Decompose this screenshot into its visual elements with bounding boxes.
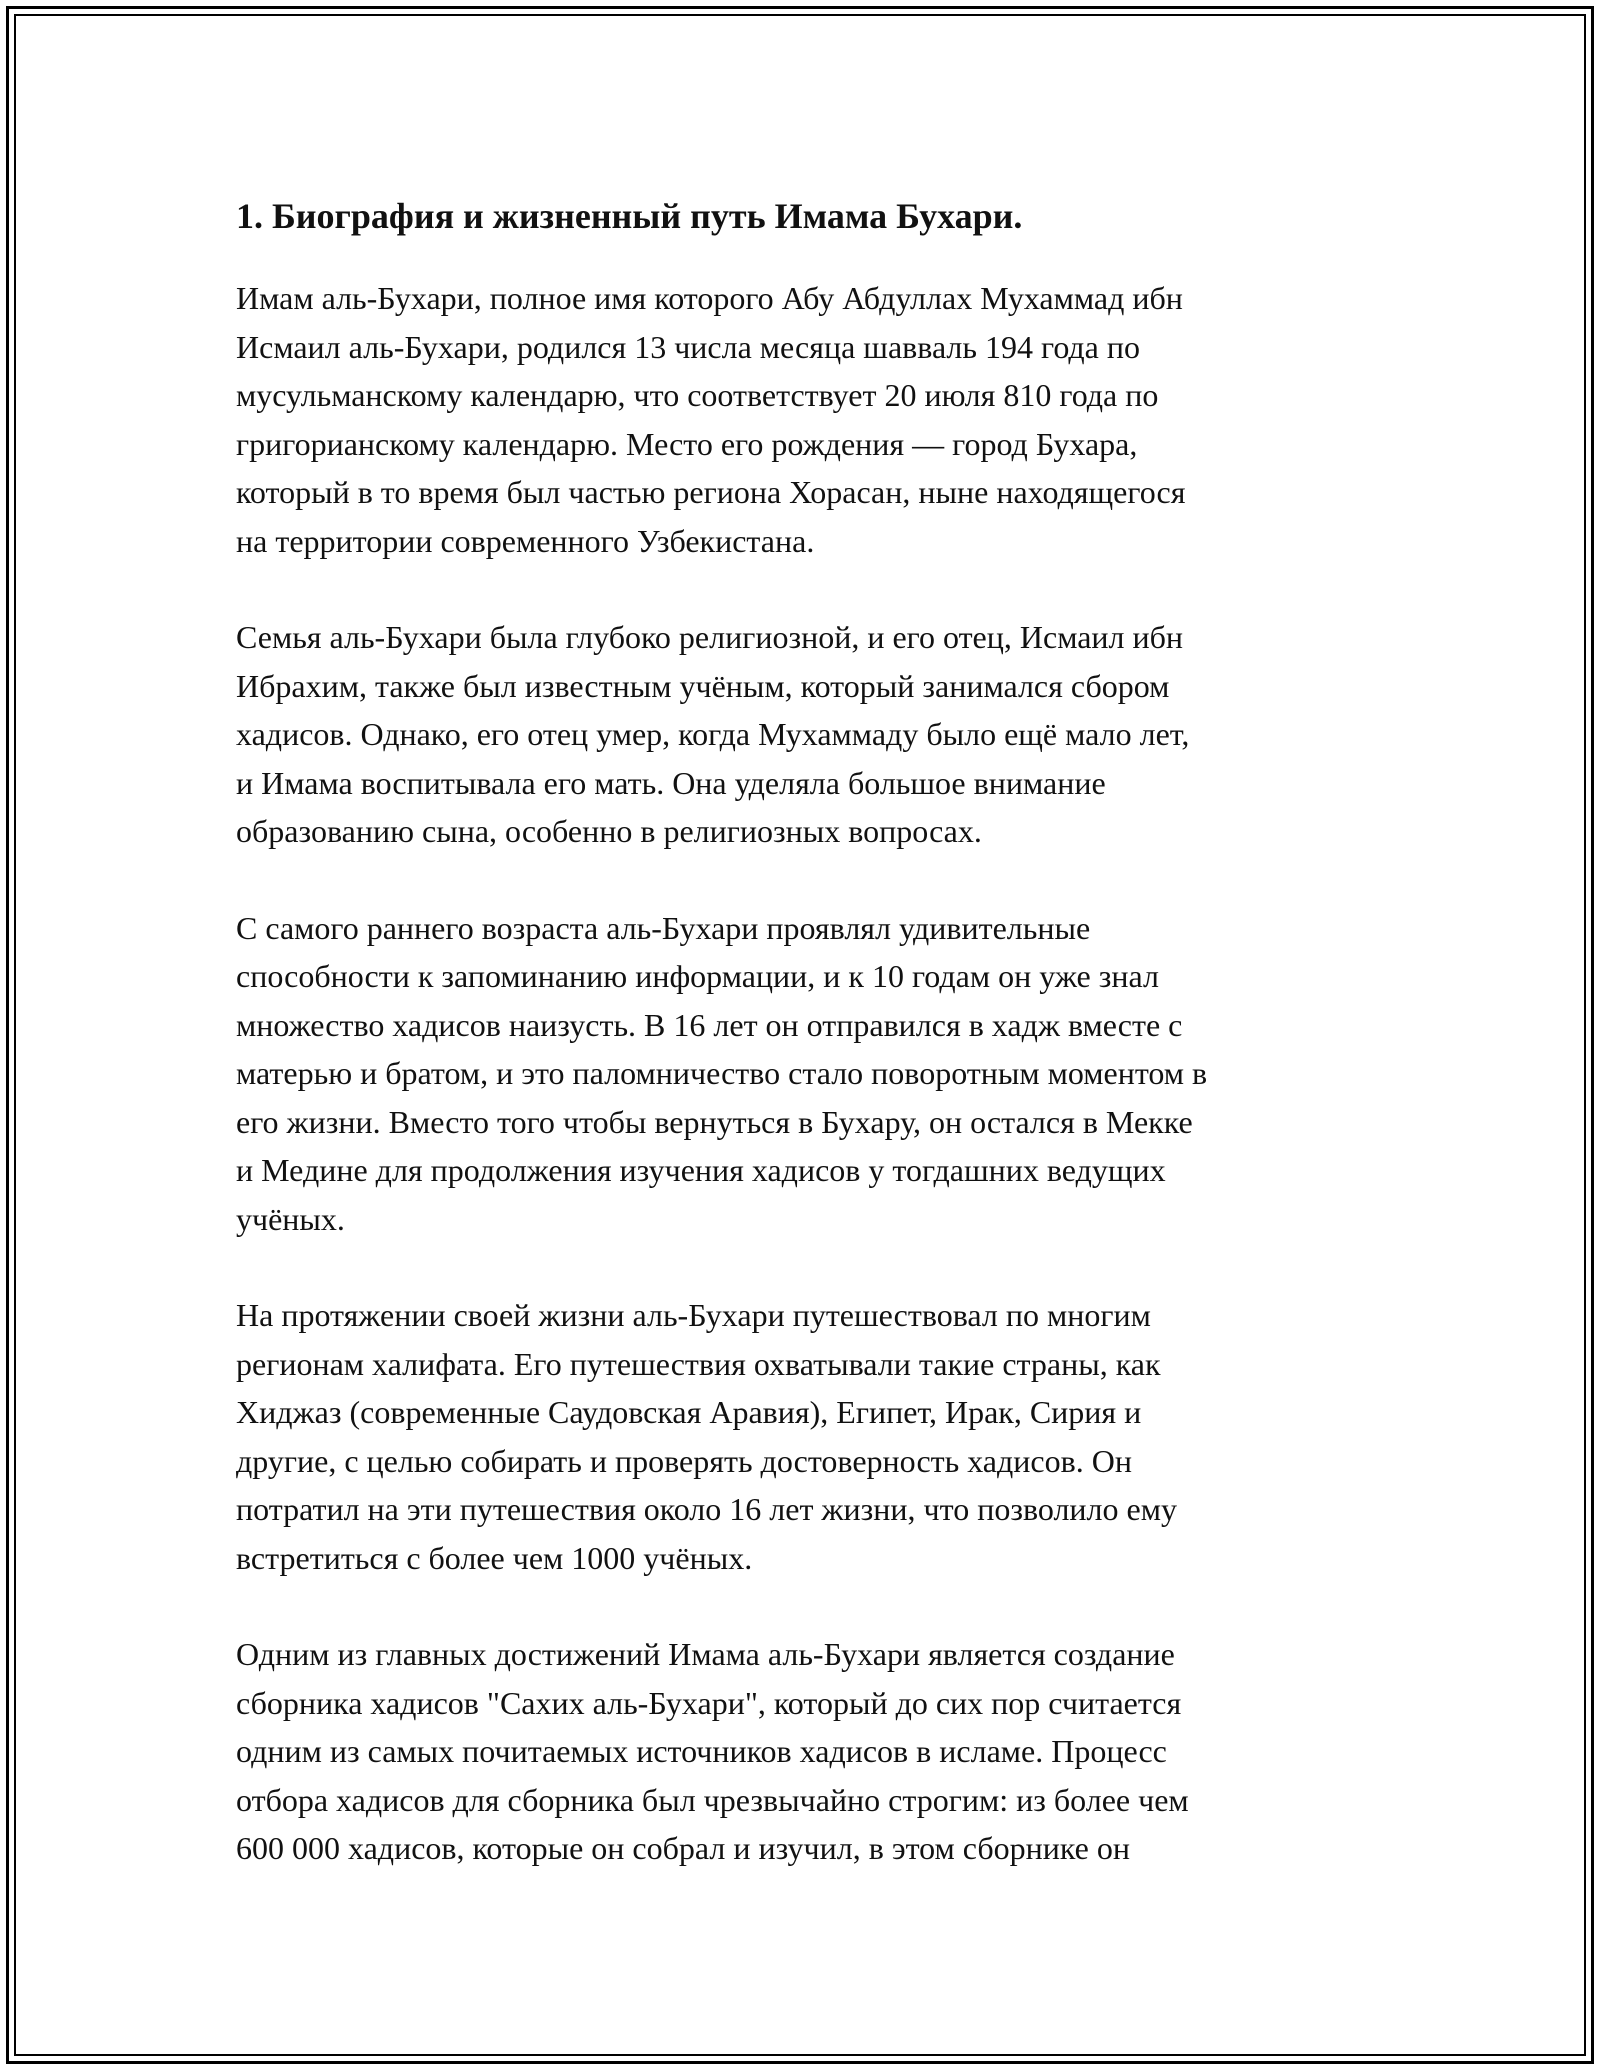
paragraph-family: Семья аль-Бухари была глубоко религиозной, и его отец, Исмаил ибн Ибрахим, также был известным учёным, который занимался сбором хадисов. Однако, его отец умер, когда Мухаммаду было ещё мало лет, и Имама воспитывала его мать. Она уделяла большое внимание образованию сына, особенно в религиозных вопросах.: [236, 619, 1190, 849]
paragraph-early-years: С самого раннего возраста аль-Бухари проявлял удивительные способности к запоминанию информации, и к 10 годам он уже знал множество хадисов наизусть. В 16 лет он отправился в хадж вместе с матерью и братом, и это паломничество стало поворотным моментом в его жизни. Вместо того чтобы вернуться в Бухару, он остался в Мекке и Медине для продолжения изучения хадисов у тогдашних ведущих учёных.: [236, 909, 1208, 1237]
paragraph-travels: На протяжении своей жизни аль-Бухари путешествовал по многим регионам халифата. Его путешествия охватывали такие страны, как Хиджаз (современные Саудовская Аравия), Египет, Ирак, Сирия и другие, с целью собирать и проверять достоверность хадисов. Он потратил на эти путешествия около 16 лет жизни, что позволило ему встретиться с более чем 1000 учёных.: [236, 1297, 1177, 1576]
section-title: 1. Биография и жизненный путь Имама Бухари.: [236, 196, 1023, 236]
paragraph-sahih-collection: Одним из главных достижений Имама аль-Бухари является создание сборника хадисов "Сахих аль-Бухари", который до сих пор считается одним из самых почитаемых источников хадисов в исламе. Процесс отбора хадисов для сборника был чрезвычайно строгим: из более чем 600 000 хадисов, которые он собрал и изучил, в этом сборнике он: [236, 1636, 1189, 1866]
document-body: [236, 188, 1366, 1921]
paragraph-birth: Имам аль-Бухари, полное имя которого Абу Абдуллах Мухаммад ибн Исмаил аль-Бухари, родился 13 числа месяца шавваль 194 года по мусульманскому календарю, что соответствует 20 июля 810 года по григорианскому календарю. Место его рождения — город Бухара, который в то время был частью региона Хорасан, ныне находящегося на территории современного Узбекистана.: [236, 280, 1186, 559]
